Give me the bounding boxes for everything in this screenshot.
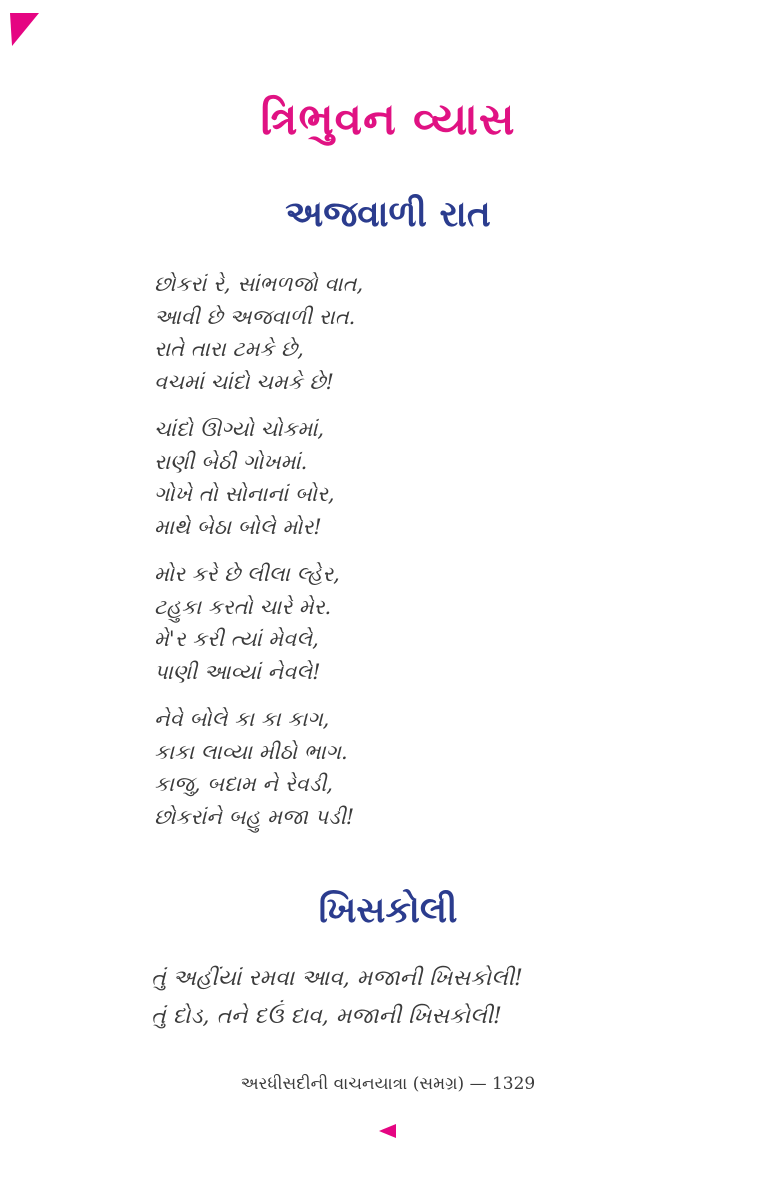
poem-body — [154, 268, 363, 848]
verse-line: તું દોડ, તને દઉં દાવ, મજાની ખિસકોલી! — [151, 1004, 502, 1029]
verse-line: છોકરાંને બહુ મજા પડી! — [154, 804, 355, 829]
stanza-2 — [154, 413, 363, 543]
poem-title: ખિસકોલી — [318, 890, 458, 931]
verse-line: નેવે બોલે કા કા કાગ, — [154, 707, 330, 731]
verse-line: તું અહીંયાં રમવા આવ, મજાની ખિસકોલી! — [151, 966, 523, 991]
verse-line: ચાંદો ઊગ્યો ચોકમાં, — [154, 417, 325, 441]
verse-line: ગોખે તો સોનાનાં બોર, — [154, 482, 335, 506]
verse-line: રાણી બેઠી ગોખમાં. — [154, 449, 308, 474]
left-triangle-icon — [379, 1124, 396, 1138]
verse-line: મે'ર કરી ત્યાં મેવલે, — [154, 627, 319, 651]
verse-line: મોર કરે છે લીલા લ્હેર, — [154, 562, 340, 586]
verse-line: રાતે તારા ટમકે છે, — [154, 337, 304, 361]
author-title: ત્રિભુવન વ્યાસ — [260, 94, 516, 145]
verse-line: છોકરાં રે, સાંભળજો વાત, — [154, 272, 364, 296]
verse-line: પાણી આવ્યાં નેવલે! — [154, 659, 321, 684]
stanza-1 — [154, 268, 363, 398]
verse-line: વચમાં ચાંદો ચમકે છે! — [154, 369, 334, 394]
stanza-3 — [154, 558, 363, 688]
book-footer: અરધીસદીની વાચનયાત્રા (સમગ્ર) — 1329 — [240, 1074, 536, 1094]
poem-body — [151, 960, 523, 1051]
corner-triangle-icon — [10, 13, 39, 46]
poem-title: અજવાળી રાત — [285, 194, 491, 235]
verse-line: માથે બેઠા બોલે મોર! — [154, 514, 322, 539]
verse-line: કાકા લાવ્યા મીઠો ભાગ. — [154, 739, 348, 764]
verse-line: ટહુકા કરતો ચારે મેર. — [154, 594, 332, 619]
verse-line: આવી છે અજવાળી રાત. — [154, 304, 356, 329]
stanza-4 — [154, 703, 363, 833]
verse-line: કાજુ, બદામ ને રેવડી, — [154, 772, 333, 796]
stanza-1 — [151, 960, 523, 1036]
